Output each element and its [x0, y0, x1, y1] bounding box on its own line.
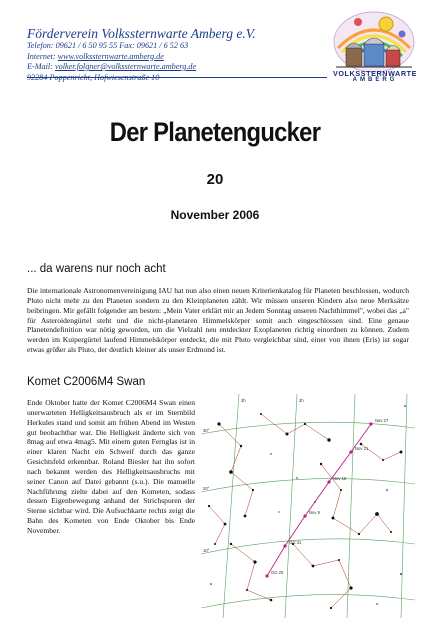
email-line: [27, 62, 327, 73]
logo-city: AMBERG: [352, 77, 398, 83]
issue-number: 20: [206, 171, 224, 188]
logo-wordmark: VOLKSSTERNWARTE: [332, 69, 418, 78]
section-heading-comet: Komet C2006M4 Swan: [27, 376, 146, 388]
website-link[interactable]: www.volkssternwarte.amberg.de: [57, 51, 164, 61]
paragraph: Ende Oktober hatte der Komet C2006M4 Swan einen unerwarteten Helligkeitsausbruch als er im Sternbild Herkules stand und somit am frühen Abend im Westen gut beobachtbar war. Die Helligkeit änderte sich von 8mag auf etwa 4mag5. Mit einem guten Fernglas ist in einer klaren Nacht ein Schweif durch das ganze Gesichtsfeld erkennbar. Roland Biesler hat ihn sofort nach bekannt werden des Helligkeitsausbruchs mit seiner Canon auf Datei gebannt (s.u.). Die manuelle Nachführung zielte dabei auf den Kometen, sodass dessen Eigenbewegung anhand der Strichspuren der Sterne sichtbar wird. Die Aufsuchkarte rechts zeigt die Bahn des Kometen von Ende Oktober bis Ende November.: [27, 398, 195, 535]
chart-label: Oct 31: [289, 540, 302, 545]
header-divider: [27, 77, 327, 78]
chart-label: 30°: [203, 428, 210, 433]
org-name: Förderverein Volkssternwarte Amberg e.V.: [27, 26, 256, 41]
chart-label: 2h: [299, 398, 304, 403]
chart-label: 3h: [241, 398, 246, 403]
internet-label: Internet:: [27, 51, 58, 61]
paragraph: Die internationale Astronomenvereinigung IAU hat nun also einen neuen Kriterienkatalog für Planeten beschlossen, wodurch Pluto nicht mehr zu den Planeten sondern zu den Kleinplaneten zählt. Wir müssen unseren Kindern also neue Merksätze beibringen. Mir gefällt folgender am besten: „Mein Vater erklärt mir an Jedem Sonntag unseren Nachthimmel", wobei das „a" für Asteroidengürtel steht und die nicht-planetaren Himmelskörper somit auch eingeschlossen sind. Eine genaue Planetendefinition war nötig geworden, um die Vielzahl neu entdeckter Exoplaneten richtig einordnen zu können. Zudem werden im Kuipergürtel laufend Himmelskörper entdeckt, die mit Pluto vergleichbar sind, einer von ihnen (Eris) ist sogar etwas größer als Pluto, der deutlich kleiner als unser Erdmond ist.: [27, 286, 409, 355]
section-body-comet: [27, 398, 195, 536]
letterhead: [27, 26, 327, 83]
chart-label: Oct 25: [271, 570, 284, 575]
phone-fax-line: Telefon: 09621 / 6 50 95 55 Fax: 09621 / 6 52 63: [27, 41, 189, 50]
chart-label: Nov 21: [355, 446, 369, 451]
chart-label: Nov 15: [333, 476, 347, 481]
issue-date: November 2006: [170, 208, 260, 222]
internet-line: [27, 52, 327, 63]
chart-label: Nov 27: [375, 418, 389, 423]
chart-label: Nov 9: [309, 510, 320, 515]
section-body-pluto: [27, 286, 409, 355]
comet-finder-chart: [201, 394, 415, 618]
section-heading-pluto: ... da warens nur noch acht: [27, 263, 166, 275]
newsletter-title: Der Planetengucker: [109, 117, 321, 147]
email-link[interactable]: volker.folgner@volkssternwarte.amberg.de: [54, 62, 197, 71]
address-line: 92284 Poppenricht, Hofwiesenstraße 10: [27, 72, 160, 82]
email-label: E-Mail:: [27, 62, 55, 71]
chart-label: 10°: [203, 548, 210, 553]
chart-label: 20°: [203, 486, 210, 491]
